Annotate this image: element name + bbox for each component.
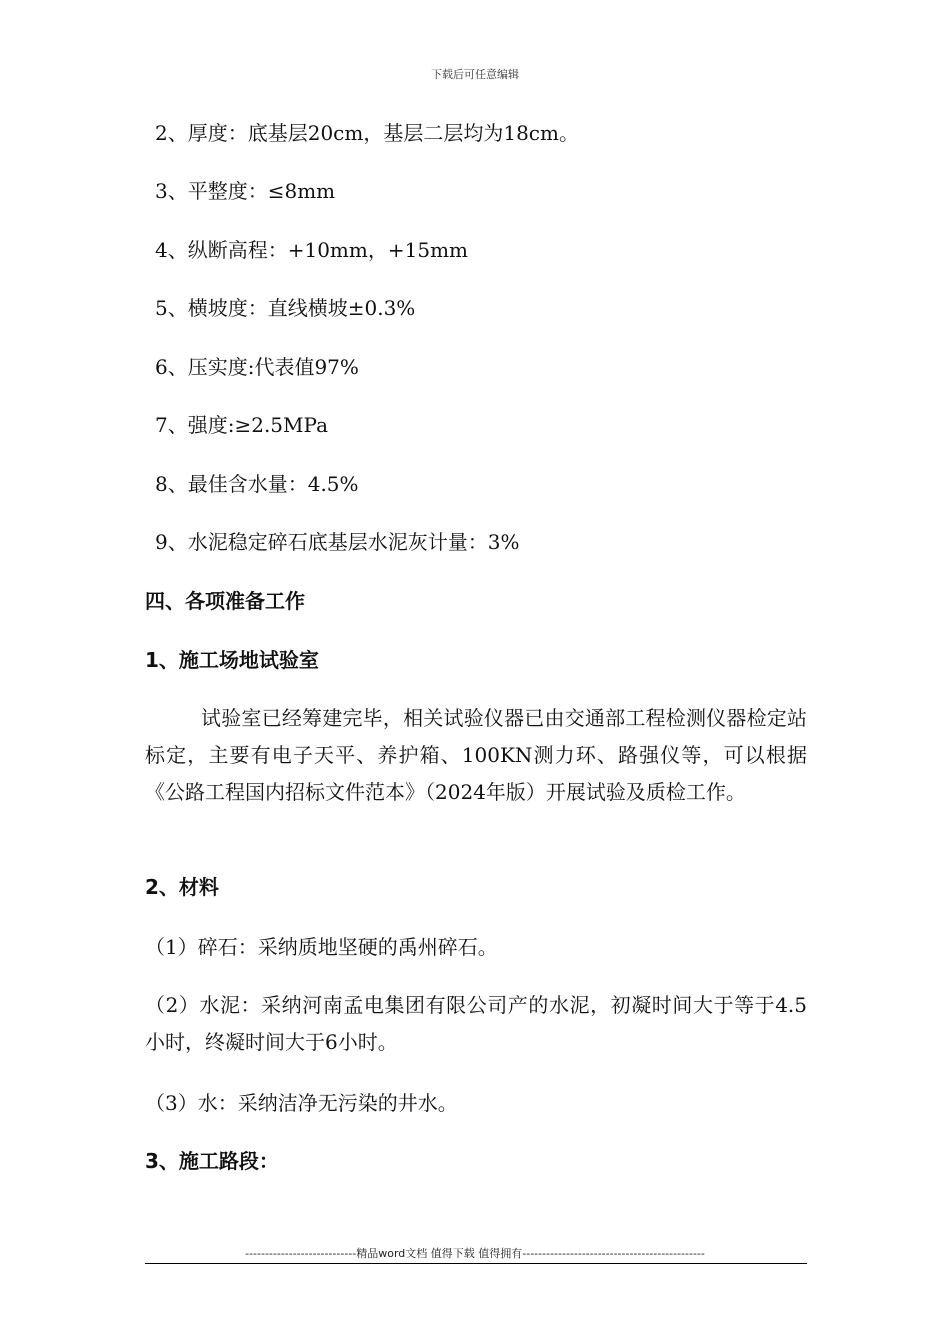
spec-item-compaction: 6、压实度:代表值97% xyxy=(155,355,359,379)
spec-item-flatness: 3、平整度：≤8mm xyxy=(155,179,336,203)
spec-item-moisture: 8、最佳含水量：4.5% xyxy=(155,472,359,496)
section-heading: 四、各项准备工作 xyxy=(145,589,305,613)
footer-divider xyxy=(145,1263,807,1264)
material-item-cement: （2）水泥：采纳河南孟电集团有限公司产的水泥，初凝时间大于等于4.5小时，终凝时间大于6小时。 xyxy=(145,993,807,1054)
page-footer-text: ----------------------------精品word文档 值得下载 值得拥有---------------------------------------------- xyxy=(245,1247,705,1260)
page-header-note: 下载后可任意编辑 xyxy=(431,68,519,81)
subsection-heading-lab: 1、施工场地试验室 xyxy=(145,648,319,672)
subsection-heading-road-section: 3、施工路段： xyxy=(145,1149,279,1173)
lab-paragraph: 试验室已经筹建完毕，相关试验仪器已由交通部工程检测仪器检定站标定，主要有电子天平、养护箱、100KN测力环、路强仪等，可以根据《公路工程国内招标文件范本》（2024年版）开展试验及质检工作。 xyxy=(145,706,807,804)
spec-item-cross-slope: 5、横坡度：直线横坡±0.3% xyxy=(155,296,416,320)
spec-item-thickness: 2、厚度：底基层20cm，基层二层均为18cm。 xyxy=(155,121,579,145)
material-item-water: （3）水：采纳洁净无污染的井水。 xyxy=(145,1091,458,1115)
spec-item-cement-dose: 9、水泥稳定碎石底基层水泥灰计量：3% xyxy=(155,530,520,554)
spec-item-elevation: 4、纵断高程：+10mm，+15mm xyxy=(155,238,468,262)
subsection-heading-materials: 2、材料 xyxy=(145,875,219,899)
spec-item-strength: 7、强度:≥2.5MPa xyxy=(155,413,328,437)
material-item-gravel: （1）碎石：采纳质地坚硬的禹州碎石。 xyxy=(145,935,498,959)
